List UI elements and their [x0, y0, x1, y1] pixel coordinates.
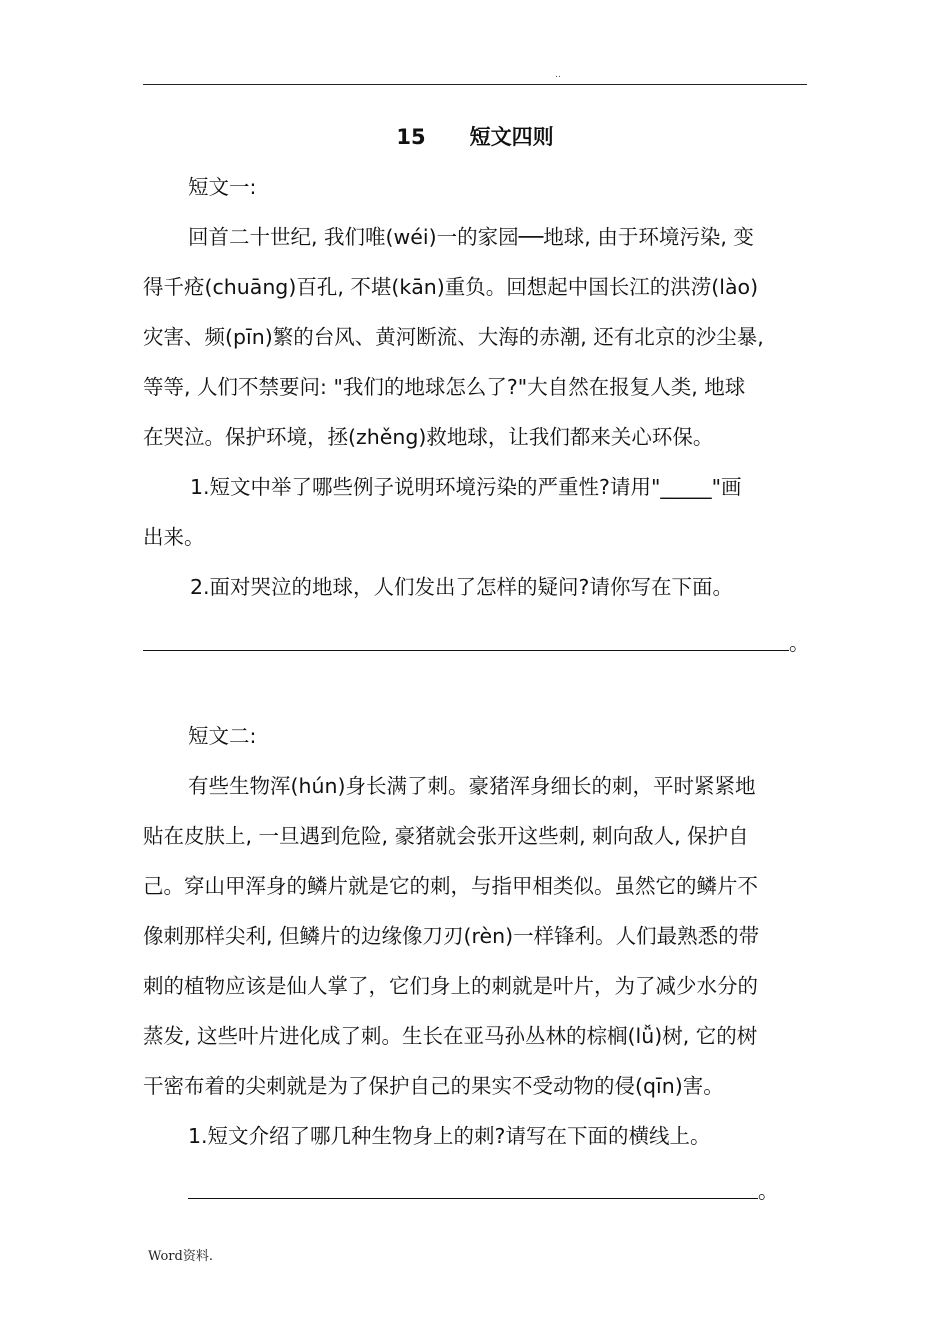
header-rule: [143, 84, 807, 85]
passage1-heading: 短文一:: [188, 175, 257, 199]
passage2-line: 己。穿山甲浑身的鳞片就是它的刺，与指甲相类似。虽然它的鳞片不: [143, 874, 758, 898]
passage1-question-1-cont: 出来。: [143, 525, 205, 549]
passage1-line: 等等, 人们不禁要问: "我们的地球怎么了?"大自然在报复人类, 地球: [143, 375, 746, 399]
passage2-line: 贴在皮肤上, 一旦遇到危险, 豪猪就会张开这些刺, 刺向敌人, 保护自: [143, 824, 749, 848]
footer-text: Word资料.: [148, 1249, 213, 1264]
answer-period: 。: [758, 1179, 779, 1203]
passage2-heading: 短文二:: [188, 724, 257, 748]
passage2-line: 干密布着的尖刺就是为了保护自己的果实不受动物的侵(qīn)害。: [143, 1074, 724, 1098]
passage2-line: 像刺那样尖利, 但鳞片的边缘像刀刃(rèn)一样锋利。人们最熟悉的带: [143, 924, 760, 948]
passage1-line: 在哭泣。保护环境，拯(zhěng)救地球，让我们都来关心环保。: [143, 425, 714, 449]
passage1-question-2: 2.面对哭泣的地球，人们发出了怎样的疑问?请你写在下面。: [190, 575, 733, 599]
answer-line[interactable]: [188, 1198, 758, 1199]
answer-period: 。: [789, 631, 810, 655]
title-text: 短文四则: [469, 125, 554, 149]
header-dots: ..: [555, 70, 561, 80]
passage2-line: 刺的植物应该是仙人掌了，它们身上的刺就是叶片，为了减少水分的: [143, 974, 758, 998]
passage1-line: 灾害、频(pīn)繁的台风、黄河断流、大海的赤潮, 还有北京的沙尘暴,: [143, 325, 764, 349]
page-title: [143, 122, 807, 152]
passage1-line: 回首二十世纪, 我们唯(wéi)一的家园──地球, 由于环境污染, 变: [188, 225, 754, 249]
passage1-line: 得千疮(chuāng)百孔, 不堪(kān)重负。回想起中国长江的洪涝(lào): [143, 275, 759, 299]
passage2-line: 有些生物浑(hún)身长满了刺。豪猪浑身细长的刺，平时紧紧地: [188, 774, 756, 798]
passage2-question-1: 1.短文介绍了哪几种生物身上的刺?请写在下面的横线上。: [188, 1124, 711, 1148]
answer-line[interactable]: [143, 650, 789, 651]
passage1-question-1: 1.短文中举了哪些例子说明环境污染的严重性?请用"_____"画: [190, 475, 742, 499]
passage2-line: 蒸发, 这些叶片进化成了刺。生长在亚马孙丛林的棕榈(lǚ)树, 它的树: [143, 1024, 758, 1048]
title-number: 15: [396, 125, 426, 149]
